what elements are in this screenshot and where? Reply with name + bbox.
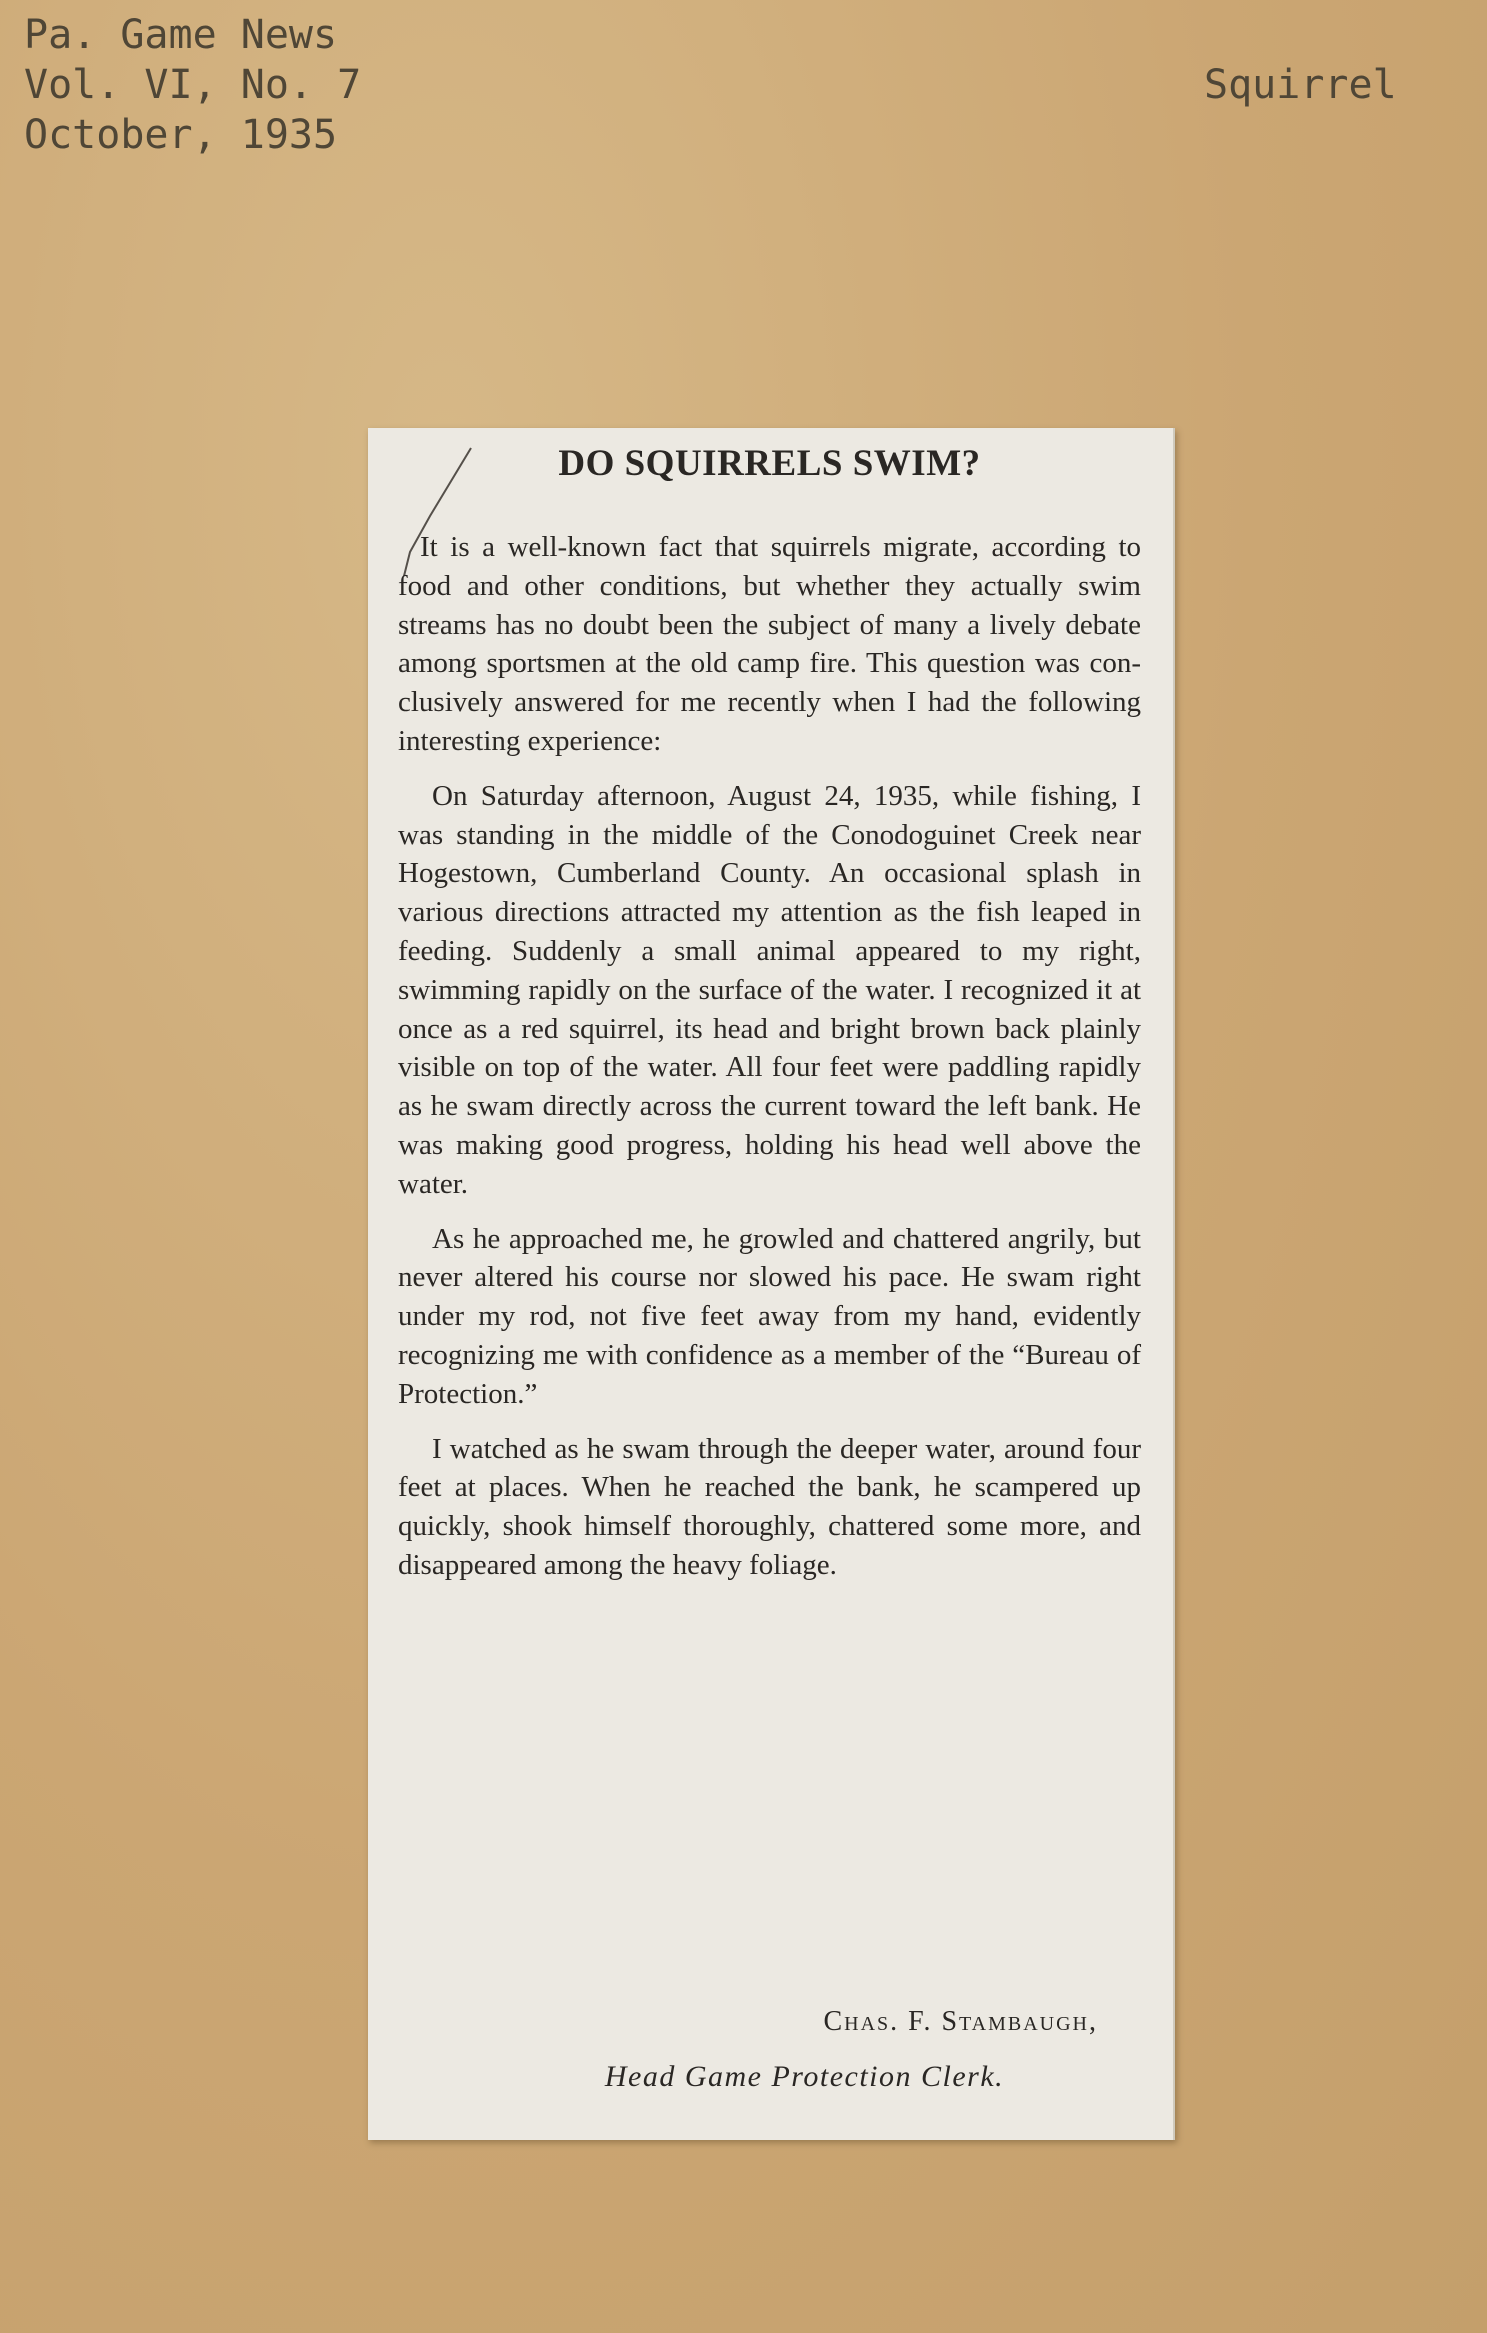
article-headline: DO SQUIRRELS SWIM?: [558, 443, 981, 484]
article-paragraph: On Saturday afternoon, August 24, 1935, while fishing, I was standing in the middle of the Conodoguinet Creek near Hogestown, Cumberland County. An occasional splash in various directions attracted my attention as the fish leaped in feeding. Suddenly a small animal appeared to my right, swimming rapidly on the surface of the water. I recognized it at once as a red squirrel, its head and bright brown back plainly visible on top of the water. All four feet were paddling rapidly as he swam directly across the current toward the left bank. He was making good progress, holding his head well above the water.: [398, 779, 1141, 1200]
article-paragraph: As he approached me, he growled and chattered angrily, but never altered his course nor slowed his pace. He swam right under my rod, not five feet away from my hand, evidently recognizing me with confidence as a member of the “Bureau of Protection.”: [398, 1222, 1141, 1410]
article-body: [398, 528, 1141, 1601]
subject-stamp: Squirrel: [1204, 62, 1397, 108]
author-name: Chas. F. Stambaugh,: [823, 2006, 1098, 2037]
author-title: Head Game Protection Clerk.: [604, 2060, 1005, 2093]
source-stamp: Pa. Game News Vol. VI, No. 7 October, 1935: [24, 12, 362, 158]
article-paragraph: It is a well-known fact that squirrels migrate, according to food and other conditions, but whether they actually swim streams has no doubt been the subject of many a lively debate among sportsmen at the old camp fire. This question was conclusively answered for me recently when I had the following interesting experience:: [398, 531, 1141, 757]
article-paragraph: I watched as he swam through the deeper water, around four feet at places. When he reached the bank, he scampered up quickly, shook himself thoroughly, chattered some more, and disappeared among the heavy foliage.: [398, 1432, 1141, 1581]
newspaper-clipping: [368, 428, 1175, 2140]
